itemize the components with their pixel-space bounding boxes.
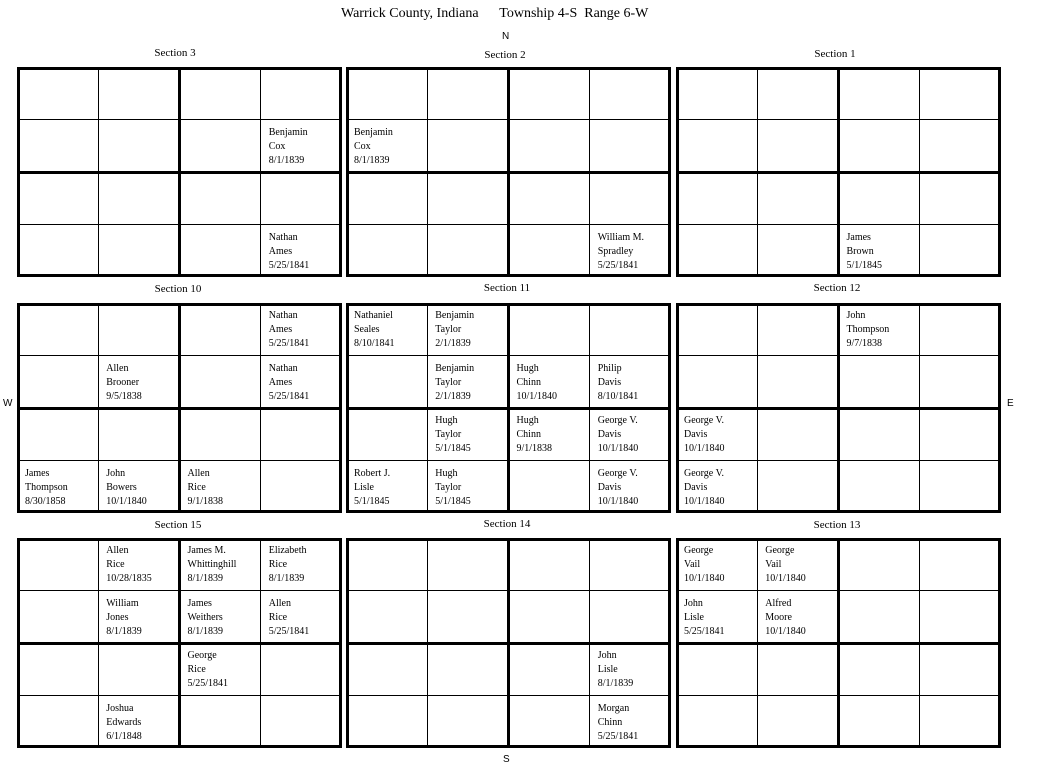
section-15-tract-entry: Joshua Edwards 6/1/1848 <box>106 702 142 742</box>
section-14-tract-entry: Morgan Chinn 5/25/1841 <box>597 702 639 742</box>
section-11-half-line-horizontal <box>346 407 671 410</box>
section-11-quarter-line-horizontal <box>346 460 671 461</box>
section-15-tract-entry: Allen Rice 5/25/1841 <box>268 597 310 637</box>
section-15-tract-entry: Allen Rice 10/28/1835 <box>106 545 152 584</box>
section-12-tract-entry: John Thompson 9/7/1838 <box>846 310 890 349</box>
section-13-tract-entry: Alfred Moore 10/1/1840 <box>765 597 806 637</box>
section-2-quarter-line-horizontal <box>346 224 671 225</box>
section-13-tract-entry: John Lisle 5/25/1841 <box>684 597 725 637</box>
section-10-tract-entry: Nathan Ames 5/25/1841 <box>268 362 310 402</box>
section-10-tract-entry: John Bowers 10/1/1840 <box>106 467 147 507</box>
section-1-quarter-line-vertical <box>919 67 920 277</box>
section-11-tract-entry: Hugh Taylor 5/1/1845 <box>435 415 471 454</box>
section-1-quarter-line-horizontal <box>676 224 1001 225</box>
section-11-tract-entry: Robert J. Lisle 5/1/1845 <box>354 467 391 507</box>
section-2-label: Section 2 <box>484 49 526 61</box>
section-11-quarter-line-vertical <box>589 303 590 513</box>
section-3-tract-entry: Benjamin Cox 8/1/1839 <box>268 126 308 166</box>
section-10-label: Section 10 <box>154 283 202 295</box>
section-15-tract-entry: George Rice 5/25/1841 <box>187 650 229 689</box>
section-13-half-line-horizontal <box>676 642 1001 645</box>
section-13-label: Section 13 <box>813 519 861 531</box>
section-2-tract-entry: William M. Spradley 5/25/1841 <box>597 231 645 271</box>
section-1-tract-entry: James Brown 5/1/1845 <box>846 231 883 271</box>
section-10-half-line-horizontal <box>17 407 342 410</box>
section-10-quarter-line-vertical <box>260 303 261 513</box>
section-11-tract-entry: Benjamin Taylor 2/1/1839 <box>435 310 475 349</box>
section-11-tract-entry: Hugh Chinn 9/1/1838 <box>516 415 553 454</box>
section-11-tract-entry: George V. Davis 10/1/1840 <box>597 467 639 507</box>
section-11-label: Section 11 <box>483 282 531 294</box>
section-15-tract-entry: Elizabeth Rice 8/1/1839 <box>268 545 307 584</box>
section-12-quarter-line-horizontal <box>676 460 1001 461</box>
section-12-quarter-line-vertical <box>919 303 920 513</box>
section-12-tract-entry: George V. Davis 10/1/1840 <box>684 467 725 507</box>
section-15-half-line-horizontal <box>17 642 342 645</box>
section-14-quarter-line-vertical <box>589 538 590 748</box>
section-15-tract-entry: James M. Whittinghill 8/1/1839 <box>187 545 237 584</box>
section-15-tract-entry: William Jones 8/1/1839 <box>106 597 142 637</box>
section-3-quarter-line-horizontal <box>17 224 342 225</box>
section-14-label: Section 14 <box>483 518 531 530</box>
section-12-tract-entry: George V. Davis 10/1/1840 <box>684 415 725 454</box>
section-10-tract-entry: Allen Rice 9/1/1838 <box>187 467 224 507</box>
section-12-label: Section 12 <box>813 282 861 294</box>
section-11-tract-entry: Benjamin Taylor 2/1/1839 <box>435 362 475 402</box>
section-2-half-line-horizontal <box>346 171 671 174</box>
section-10-quarter-line-horizontal <box>17 460 342 461</box>
map-title: Warrick County, Indiana Township 4-S Range 6-W <box>341 6 649 21</box>
section-14-tract-entry: John Lisle 8/1/1839 <box>597 650 634 689</box>
section-1-half-line-horizontal <box>676 171 1001 174</box>
section-13-quarter-line-horizontal <box>676 695 1001 696</box>
compass-east: E <box>1007 398 1014 409</box>
compass-south: S <box>503 754 510 765</box>
section-2-quarter-line-vertical <box>589 67 590 277</box>
section-3-label: Section 3 <box>154 47 196 59</box>
section-11-tract-entry: Nathaniel Seales 8/10/1841 <box>354 310 395 349</box>
section-13-tract-entry: George Vail 10/1/1840 <box>684 545 725 584</box>
section-15-quarter-line-horizontal <box>17 695 342 696</box>
section-2-tract-entry: Benjamin Cox 8/1/1839 <box>354 126 393 166</box>
section-11-tract-entry: Philip Davis 8/10/1841 <box>597 362 639 402</box>
section-14-half-line-horizontal <box>346 642 671 645</box>
section-11-tract-entry: George V. Davis 10/1/1840 <box>597 415 639 454</box>
section-15-tract-entry: James Weithers 8/1/1839 <box>187 597 224 637</box>
section-3-half-line-horizontal <box>17 171 342 174</box>
section-11-tract-entry: Hugh Chinn 10/1/1840 <box>516 362 558 402</box>
section-10-tract-entry: Nathan Ames 5/25/1841 <box>268 310 310 349</box>
section-15-label: Section 15 <box>154 519 202 531</box>
section-13-quarter-line-vertical <box>919 538 920 748</box>
section-3-tract-entry: Nathan Ames 5/25/1841 <box>268 231 310 271</box>
compass-north: N <box>502 31 510 42</box>
section-1-label: Section 1 <box>814 48 856 60</box>
section-14-quarter-line-horizontal <box>346 695 671 696</box>
section-3-quarter-line-vertical <box>260 67 261 277</box>
section-15-quarter-line-vertical <box>260 538 261 748</box>
section-12-half-line-horizontal <box>676 407 1001 410</box>
section-13-tract-entry: George Vail 10/1/1840 <box>765 545 806 584</box>
compass-west: W <box>3 398 13 409</box>
section-10-tract-entry: James Thompson 8/30/1858 <box>25 467 68 507</box>
section-11-tract-entry: Hugh Taylor 5/1/1845 <box>435 467 471 507</box>
section-10-tract-entry: Allen Brooner 9/5/1838 <box>106 362 142 402</box>
